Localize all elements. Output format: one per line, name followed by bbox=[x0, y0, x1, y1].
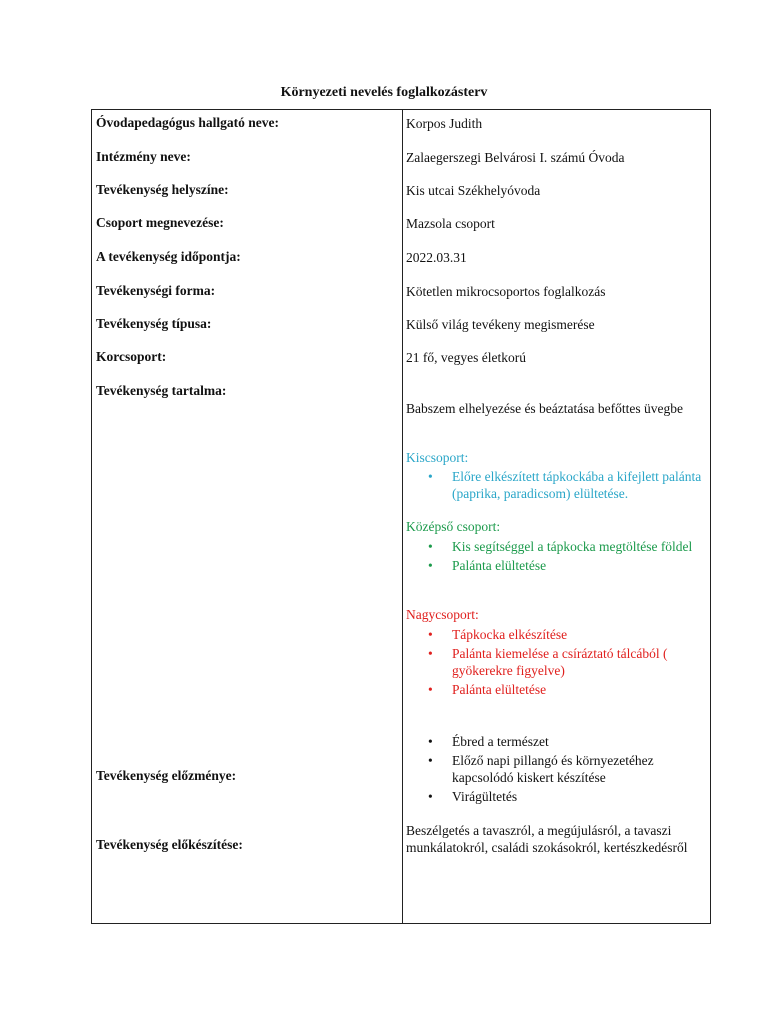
bullet-icon: • bbox=[428, 469, 433, 484]
content-intro: Babszem elhelyezése és beáztatása befőttes üvegbe bbox=[406, 401, 683, 416]
list-item: • Palánta elültetése bbox=[428, 558, 547, 573]
group-heading-middle: Középső csoport: bbox=[406, 519, 501, 534]
list-item: • Kis segítséggel a tápkocka megtöltése földel bbox=[428, 539, 693, 554]
label-institution: Intézmény neve: bbox=[96, 149, 191, 164]
value-location: Kis utcai Székhelyóvoda bbox=[406, 183, 541, 198]
column-divider bbox=[402, 109, 403, 924]
list-item: • Palánta elültetése bbox=[428, 682, 547, 697]
label-location: Tevékenység helyszíne: bbox=[96, 182, 229, 197]
bullet-icon: • bbox=[428, 627, 433, 642]
list-item: • Virágültetés bbox=[428, 789, 518, 804]
bullet-icon: • bbox=[428, 789, 433, 804]
label-age-group: Korcsoport: bbox=[96, 349, 167, 364]
history-list bbox=[406, 733, 706, 807]
group-heading-big: Nagycsoport: bbox=[406, 607, 479, 622]
label-type: Tevékenység típusa: bbox=[96, 316, 212, 331]
label-form: Tevékenységi forma: bbox=[96, 283, 216, 298]
bullet-icon: • bbox=[428, 734, 433, 749]
group-heading-small: Kiscsoport: bbox=[406, 450, 469, 465]
label-date: A tevékenység időpontja: bbox=[96, 249, 241, 264]
value-institution: Zalaegerszegi Belvárosi I. számú Óvoda bbox=[406, 150, 625, 165]
value-group-name: Mazsola csoport bbox=[406, 216, 495, 231]
bullet-icon: • bbox=[428, 539, 433, 554]
document-title: Környezeti nevelés foglalkozásterv bbox=[280, 85, 488, 100]
list-item: • Előző napi pillangó és környezetéhez kapcsolódó kiskert készítése bbox=[428, 753, 654, 785]
label-student-name: Óvodapedagógus hallgató neve: bbox=[96, 115, 280, 130]
value-age-group: 21 fő, vegyes életkorú bbox=[406, 350, 526, 365]
bullet-icon: • bbox=[428, 682, 433, 697]
list-item: • Palánta kiemelése a csíráztató tálcából ( gyökerekre figyelve) bbox=[428, 646, 668, 678]
label-preparation: Tevékenység előkészítése: bbox=[96, 837, 243, 852]
value-student-name: Korpos Judith bbox=[406, 116, 483, 131]
value-type: Külső világ tevékeny megismerése bbox=[406, 317, 595, 332]
group-list-middle bbox=[406, 538, 706, 576]
label-content: Tevékenység tartalma: bbox=[96, 383, 227, 398]
value-preparation: Beszélgetés a tavaszról, a megújulásról, a tavaszi munkálatokról, családi szokásokról, kertészkedésről bbox=[406, 823, 688, 855]
group-list-small bbox=[406, 468, 706, 504]
bullet-icon: • bbox=[428, 646, 433, 661]
group-list-big bbox=[406, 626, 706, 700]
label-group-name: Csoport megnevezése: bbox=[96, 215, 224, 230]
bullet-icon: • bbox=[428, 558, 433, 573]
list-item: • Ébred a természet bbox=[428, 734, 549, 749]
bullet-icon: • bbox=[428, 753, 433, 768]
list-item: • Előre elkészített tápkockába a kifejlett palánta (paprika, paradicsom) elültetése. bbox=[428, 469, 702, 501]
value-form: Kötetlen mikrocsoportos foglalkozás bbox=[406, 284, 606, 299]
list-item: • Tápkocka elkészítése bbox=[428, 627, 568, 642]
label-history: Tevékenység előzménye: bbox=[96, 768, 237, 783]
value-date: 2022.03.31 bbox=[406, 250, 467, 265]
